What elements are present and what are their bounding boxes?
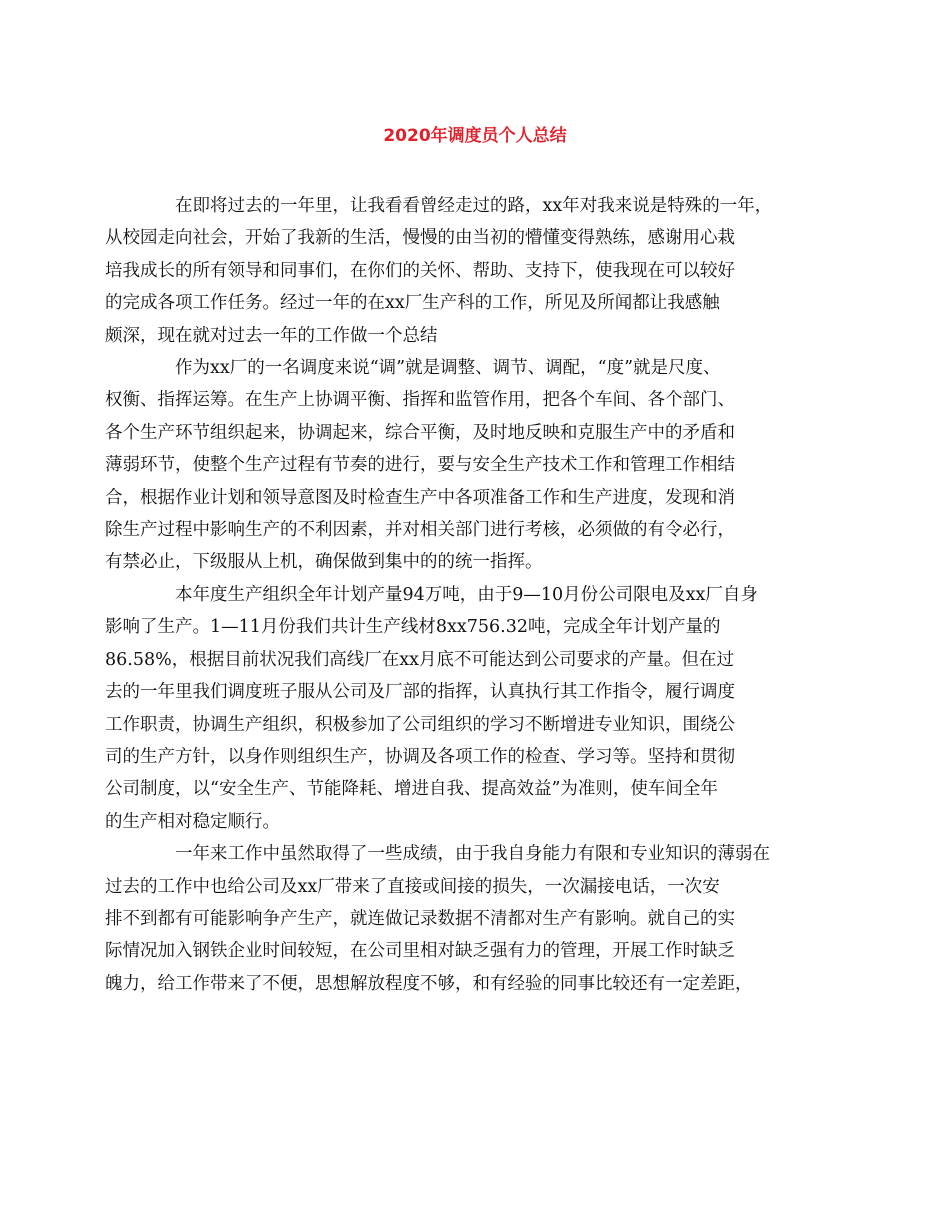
text-line: 颇深，现在就对过去一年的工作做一个总结 — [105, 325, 438, 346]
text-line: 从校园走向社会，开始了我新的生活，慢慢的由当初的懵懂变得熟练，感谢用心栽 — [105, 228, 735, 249]
text-line: 工作职责，协调生产组织，积极参加了公司组织的学习不断增进专业知识，围绕公 — [105, 714, 735, 735]
text-line: 影响了生产。1—11月份我们共计生产线材8xx756.32吨，完成全年计划产量的 — [105, 617, 721, 638]
paragraph-3 — [105, 579, 825, 838]
text-line: 排不到都有可能影响争产生产，就连做记录数据不清都对生产有影响。就自己的实 — [105, 908, 735, 929]
text-line: 作为xx厂的一名调度来说“调”就是调整、调节、调配，“度”就是尺度、 — [175, 358, 721, 379]
text-line: 公司制度，以“安全生产、节能降耗、增进自我、提高效益”为准则，使车间全年 — [105, 779, 718, 800]
paragraph-1 — [105, 190, 825, 352]
text-line: 除生产过程中影响生产的不利因素，并对相关部门进行考核，必须做的有令必行， — [105, 520, 735, 541]
paragraph-4 — [105, 838, 825, 1000]
paragraph-2 — [105, 352, 825, 579]
text-line: 薄弱环节，使整个生产过程有节奏的进行，要与安全生产技术工作和管理工作相结 — [105, 455, 735, 476]
text-line: 司的生产方针，以身作则组织生产，协调及各项工作的检查、学习等。坚持和贯彻 — [105, 746, 735, 767]
text-line: 权衡、指挥运筹。在生产上协调平衡、指挥和监管作用，把各个车间、各个部门、 — [105, 390, 735, 411]
text-line: 各个生产环节组织起来，协调起来，综合平衡，及时地反映和克服生产中的矛盾和 — [105, 422, 735, 443]
text-line: 魄力，给工作带来了不便，思想解放程度不够，和有经验的同事比较还有一定差距， — [105, 973, 753, 994]
text-line: 培我成长的所有领导和同事们，在你们的关怀、帮助、支持下，使我现在可以较好 — [105, 260, 735, 281]
text-line: 合，根据作业计划和领导意图及时检查生产中各项准备工作和生产进度，发现和消 — [105, 487, 735, 508]
text-line: 际情况加入钢铁企业时间较短，在公司里相对缺乏强有力的管理，开展工作时缺乏 — [105, 941, 735, 962]
text-line: 去的一年里我们调度班子服从公司及厂部的指挥，认真执行其工作指令，履行调度 — [105, 682, 735, 703]
text-line: 的生产相对稳定顺行。 — [105, 811, 280, 832]
text-line: 在即将过去的一年里，让我看看曾经走过的路，xx年对我来说是特殊的一年， — [175, 196, 773, 216]
text-line: 过去的工作中也给公司及xx厂带来了直接或间接的损失，一次漏接电话，一次安 — [105, 876, 720, 897]
text-line: 有禁必止，下级服从上机，确保做到集中的的统一指挥。 — [105, 552, 543, 573]
text-line: 本年度生产组织全年计划产量94万吨，由于9—10月份公司限电及xx厂自身 — [175, 584, 758, 605]
document-title: 2020年调度员个人总结 — [383, 126, 567, 146]
document-body — [105, 190, 825, 1000]
text-line: 86.58%，根据目前状况我们高线厂在xx月底不可能达到公司要求的产量。但在过 — [105, 649, 734, 670]
text-line: 的完成各项工作任务。经过一年的在xx厂生产科的工作，所见及所闻都让我感触 — [105, 293, 720, 314]
text-line: 一年来工作中虽然取得了一些成绩，由于我自身能力有限和专业知识的薄弱在 — [175, 844, 770, 865]
